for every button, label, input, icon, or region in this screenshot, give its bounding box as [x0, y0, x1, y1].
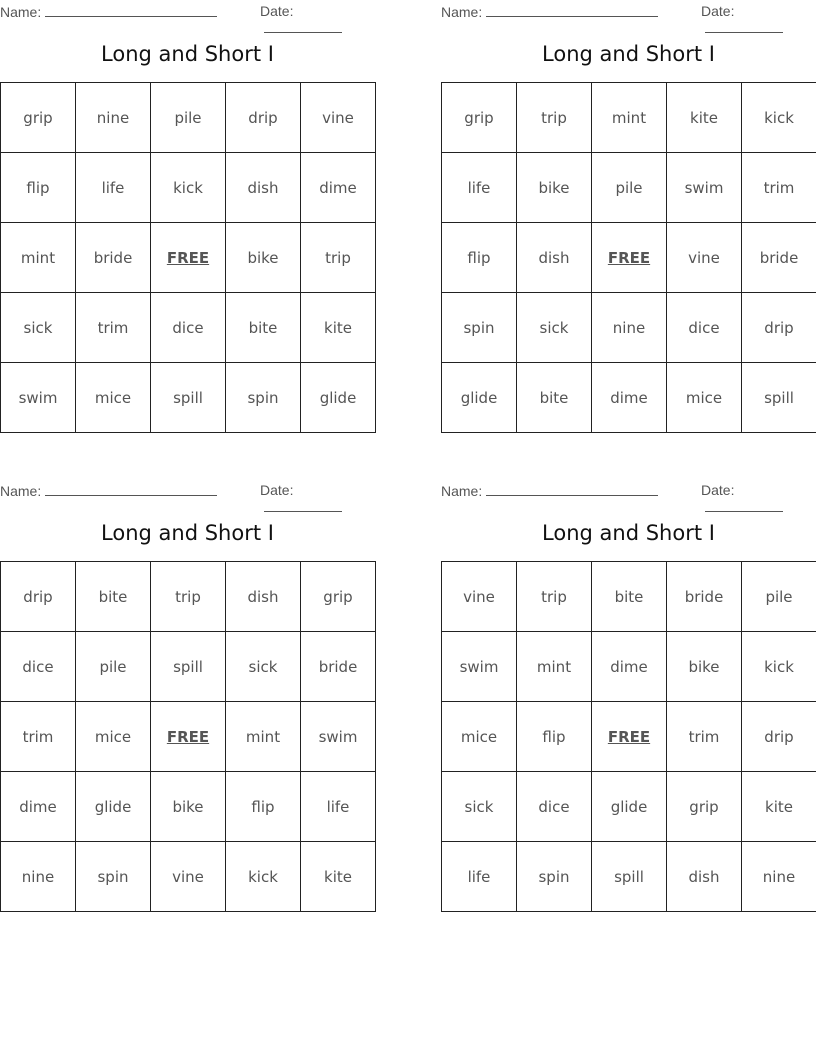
bingo-cell[interactable]: spill [151, 363, 226, 433]
bingo-cell[interactable]: dish [517, 223, 592, 293]
bingo-cell[interactable]: grip [667, 772, 742, 842]
card-header [441, 479, 816, 501]
bingo-cell[interactable]: vine [151, 842, 226, 912]
name-label: Name: [0, 4, 42, 20]
bingo-cell[interactable]: mint [1, 223, 76, 293]
bingo-cell[interactable]: trip [301, 223, 376, 293]
bingo-cell[interactable]: sick [517, 293, 592, 363]
bingo-cell[interactable]: nine [592, 293, 667, 363]
bingo-cell[interactable]: bite [517, 363, 592, 433]
bingo-cell[interactable]: drip [742, 702, 816, 772]
bingo-cell[interactable]: kite [667, 83, 742, 153]
bingo-cell[interactable]: kick [742, 632, 816, 702]
bingo-cell[interactable]: trip [517, 562, 592, 632]
name-field[interactable] [441, 482, 658, 499]
bingo-cell[interactable]: bite [226, 293, 301, 363]
bingo-cell[interactable]: dish [667, 842, 742, 912]
free-space-cell[interactable]: FREE [592, 223, 667, 293]
bingo-card-2 [441, 0, 816, 407]
name-field[interactable] [441, 3, 658, 20]
bingo-cell[interactable]: life [76, 153, 151, 223]
bingo-cell[interactable]: flip [517, 702, 592, 772]
bingo-cell[interactable]: nine [1, 842, 76, 912]
name-blank-line[interactable] [486, 3, 658, 17]
bingo-cell[interactable]: dice [1, 632, 76, 702]
bingo-cell[interactable]: kick [742, 83, 816, 153]
bingo-cell[interactable]: swim [301, 702, 376, 772]
bingo-cell[interactable]: spill [742, 363, 816, 433]
bingo-cell[interactable]: mint [517, 632, 592, 702]
bingo-cell[interactable]: dime [1, 772, 76, 842]
date-label: Date: [701, 3, 735, 19]
bingo-cell[interactable]: pile [76, 632, 151, 702]
bingo-cell[interactable]: kick [151, 153, 226, 223]
bingo-grid [441, 82, 816, 433]
bingo-cell[interactable]: trim [742, 153, 816, 223]
bingo-cell[interactable]: kite [301, 293, 376, 363]
bingo-cell[interactable]: mice [442, 702, 517, 772]
bingo-cell[interactable]: flip [442, 223, 517, 293]
bingo-cell[interactable]: dish [226, 562, 301, 632]
card-title: Long and Short I [542, 521, 715, 545]
bingo-cell[interactable]: spin [442, 293, 517, 363]
bingo-grid [0, 82, 376, 433]
date-label: Date: [260, 3, 294, 19]
date-field[interactable] [260, 3, 375, 36]
date-field[interactable] [701, 482, 816, 515]
bingo-cell[interactable]: life [442, 842, 517, 912]
bingo-grid [0, 561, 376, 912]
bingo-cell[interactable]: grip [301, 562, 376, 632]
bingo-card-1 [0, 0, 375, 407]
bingo-cell[interactable]: bride [301, 632, 376, 702]
bingo-cell[interactable]: bike [667, 632, 742, 702]
free-space-cell[interactable]: FREE [151, 702, 226, 772]
bingo-cell[interactable]: bike [226, 223, 301, 293]
card-header [0, 0, 375, 22]
bingo-cell[interactable]: sick [1, 293, 76, 363]
bingo-cell[interactable]: dice [151, 293, 226, 363]
bingo-cell[interactable]: glide [301, 363, 376, 433]
bingo-cell[interactable]: drip [226, 83, 301, 153]
bingo-cell[interactable]: grip [442, 83, 517, 153]
bingo-cell[interactable]: glide [592, 772, 667, 842]
bingo-cell[interactable]: sick [442, 772, 517, 842]
free-space-cell[interactable]: FREE [151, 223, 226, 293]
name-label: Name: [441, 4, 483, 20]
name-label: Name: [0, 483, 42, 499]
free-space-cell[interactable]: FREE [592, 702, 667, 772]
bingo-cell[interactable]: trim [76, 293, 151, 363]
card-title: Long and Short I [101, 42, 274, 66]
bingo-cell[interactable]: trip [151, 562, 226, 632]
name-label: Name: [441, 483, 483, 499]
card-header [441, 0, 816, 22]
card-title: Long and Short I [542, 42, 715, 66]
date-label: Date: [260, 482, 294, 498]
bingo-cell[interactable]: dime [592, 632, 667, 702]
card-header [0, 479, 375, 501]
bingo-cell[interactable]: pile [592, 153, 667, 223]
date-field[interactable] [260, 482, 375, 515]
bingo-cell[interactable]: bite [76, 562, 151, 632]
bingo-cell[interactable]: mint [226, 702, 301, 772]
name-blank-line[interactable] [486, 482, 658, 496]
bingo-cell[interactable]: dice [517, 772, 592, 842]
bingo-cell[interactable]: swim [667, 153, 742, 223]
date-blank-line[interactable] [705, 19, 783, 33]
name-blank-line[interactable] [45, 482, 217, 496]
date-field[interactable] [701, 3, 816, 36]
bingo-cell[interactable]: bike [151, 772, 226, 842]
bingo-cell[interactable]: drip [1, 562, 76, 632]
bingo-cell[interactable]: swim [442, 632, 517, 702]
bingo-grid [441, 561, 816, 912]
bingo-cell[interactable]: bite [592, 562, 667, 632]
card-title: Long and Short I [101, 521, 274, 545]
bingo-cell[interactable]: flip [1, 153, 76, 223]
bingo-cell[interactable]: dice [667, 293, 742, 363]
name-field[interactable] [0, 482, 217, 499]
date-blank-line[interactable] [264, 19, 342, 33]
bingo-cell[interactable]: spin [76, 842, 151, 912]
bingo-cell[interactable]: vine [442, 562, 517, 632]
bingo-cell[interactable]: flip [226, 772, 301, 842]
bingo-cell[interactable]: vine [667, 223, 742, 293]
bingo-cell[interactable]: spin [226, 363, 301, 433]
bingo-cell[interactable]: mint [592, 83, 667, 153]
bingo-cell[interactable]: trim [667, 702, 742, 772]
bingo-cell[interactable]: bride [76, 223, 151, 293]
bingo-cell[interactable]: kick [226, 842, 301, 912]
bingo-cell[interactable]: drip [742, 293, 816, 363]
bingo-cell[interactable]: mice [667, 363, 742, 433]
bingo-cell[interactable]: spill [151, 632, 226, 702]
name-field[interactable] [0, 3, 217, 20]
bingo-cell[interactable]: life [301, 772, 376, 842]
bingo-cell[interactable]: trim [1, 702, 76, 772]
bingo-cell[interactable]: glide [442, 363, 517, 433]
date-blank-line[interactable] [705, 498, 783, 512]
bingo-card-4 [441, 479, 816, 886]
bingo-cell[interactable]: vine [301, 83, 376, 153]
bingo-cell[interactable]: spin [517, 842, 592, 912]
bingo-cell[interactable]: dime [592, 363, 667, 433]
bingo-cell[interactable]: nine [742, 842, 816, 912]
bingo-cell[interactable]: mice [76, 363, 151, 433]
bingo-cell[interactable]: bride [667, 562, 742, 632]
bingo-cell[interactable]: kite [301, 842, 376, 912]
date-label: Date: [701, 482, 735, 498]
bingo-cell[interactable]: nine [76, 83, 151, 153]
bingo-cell[interactable]: sick [226, 632, 301, 702]
bingo-cell[interactable]: bride [742, 223, 816, 293]
bingo-cell[interactable]: pile [742, 562, 816, 632]
bingo-cell[interactable]: grip [1, 83, 76, 153]
bingo-cell[interactable]: mice [76, 702, 151, 772]
bingo-cell[interactable]: life [442, 153, 517, 223]
date-blank-line[interactable] [264, 498, 342, 512]
name-blank-line[interactable] [45, 3, 217, 17]
bingo-cell[interactable]: bike [517, 153, 592, 223]
bingo-cell[interactable]: dime [301, 153, 376, 223]
bingo-cell[interactable]: glide [76, 772, 151, 842]
bingo-cell[interactable]: swim [1, 363, 76, 433]
bingo-cell[interactable]: pile [151, 83, 226, 153]
bingo-cell[interactable]: trip [517, 83, 592, 153]
bingo-cell[interactable]: dish [226, 153, 301, 223]
bingo-cell[interactable]: spill [592, 842, 667, 912]
bingo-card-3 [0, 479, 375, 886]
bingo-cell[interactable]: kite [742, 772, 816, 842]
